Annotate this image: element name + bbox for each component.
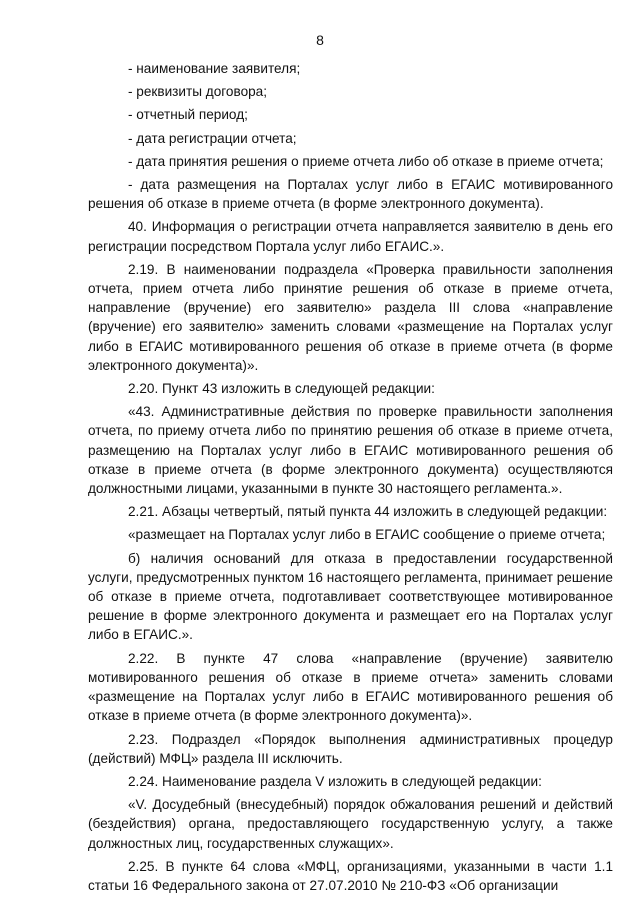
paragraph-registration-date: - дата регистрации отчета; — [128, 130, 297, 146]
paragraph-item-43: «43. Административные действия по проверке правильности заполнения отчета, по приему отчета либо по принятию решения об отказе в приеме отчета, размещению на Порталах услуг либо в ЕГАИС мотивированного решения об отказе в приеме отчета (в форме электронного документа) осуществляются должностными лицами, указанными в пункте 30 настоящего регламента.». — [88, 404, 613, 497]
paragraph-2-20: 2.20. Пункт 43 изложить в следующей редакции: — [128, 381, 435, 397]
paragraph-contract-details: - реквизиты договора; — [128, 84, 268, 100]
paragraph-posting-message: «размещает на Порталах услуг либо в ЕГАИС сообщение о приеме отчета; — [128, 527, 606, 543]
paragraph-2-19: 2.19. В наименовании подраздела «Проверка правильности заполнения отчета, прием отчета либо принятие решения об отказе в приеме отчета, направление (вручение) его заявителю» раздела III слова «направление (вручение) его заявителю» заменить словами «размещение на Порталах услуг либо в ЕГАИС мотивированного решения об отказе в приеме отчета (в форме электронного документа)». — [88, 261, 613, 373]
paragraph-2-21: 2.21. Абзацы четвертый, пятый пункта 44 изложить в следующей редакции: — [128, 504, 608, 520]
paragraph-applicant-name: - наименование заявителя; — [128, 61, 301, 76]
paragraph-2-25: 2.25. В пункте 64 слова «МФЦ, организациями, указанными в части 1.1 статьи 16 Федерального закона от 27.07.2010 № 210-ФЗ «Об организации — [88, 858, 613, 893]
page-number: 8 — [316, 32, 324, 48]
paragraph-posting-date: - дата размещения на Порталах услуг либо в ЕГАИС мотивированного решения об отказе в приеме отчета (в форме электронного документа). — [88, 177, 613, 212]
document-body — [88, 59, 613, 899]
paragraph-reporting-period: - отчетный период; — [128, 107, 248, 123]
paragraph-2-23: 2.23. Подраздел «Порядок выполнения административных процедур (действий) МФЦ» раздела III исключить. — [88, 731, 613, 766]
paragraph-2-22: 2.22. В пункте 47 слова «направление (вручение) заявителю мотивированного решения об отказе в приеме отчета» заменить словами «размещение на Порталах услуг либо в ЕГАИС мотивированного решения об отказе в приеме отчета (в форме электронного документа)». — [88, 650, 613, 724]
paragraph-decision-date: - дата принятия решения о приеме отчета либо об отказе в приеме отчета; — [128, 153, 604, 169]
paragraph-grounds-refusal: б) наличия оснований для отказа в предоставлении государственной услуги, предусмотренных пунктом 16 настоящего регламента, принимает решение об отказе в приеме отчета, подготавливает соответствующее мотивированное решение в форме электронного документа и размещает его на Порталах услуг либо в ЕГАИС.». — [88, 550, 613, 643]
paragraph-2-24: 2.24. Наименование раздела V изложить в следующей редакции: — [128, 773, 542, 789]
paragraph-section-v-title: «V. Досудебный (внесудебный) порядок обжалования решений и действий (бездействия) органа, предоставляющего государственную услугу, а также должностных лиц, государственных служащих». — [88, 797, 613, 851]
paragraph-item-40: 40. Информация о регистрации отчета направляется заявителю в день его регистрации посредством Портала услуг либо ЕГАИС.». — [88, 219, 613, 254]
